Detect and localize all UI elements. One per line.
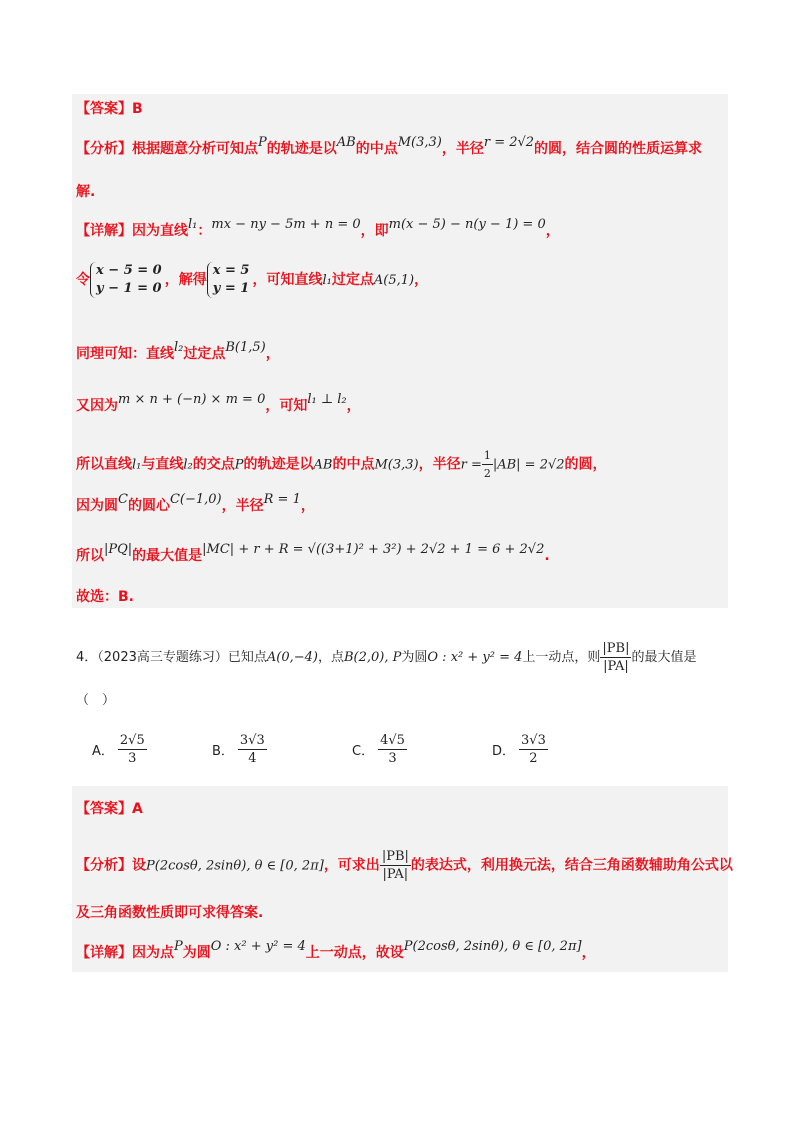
text: （ ） <box>76 693 116 708</box>
text: 的圆心 <box>127 498 170 514</box>
text: 的表达式，利用换元法，结合三角函数辅助角公式以 <box>410 857 733 874</box>
text: 的中点 <box>332 456 375 473</box>
detail-line-5 <box>76 447 607 482</box>
math: r = <box>460 457 482 473</box>
fraction-numerator: 4√5 <box>380 733 405 748</box>
text: 设 <box>132 857 146 874</box>
math: P <box>174 939 183 954</box>
text: 及三角函数性质即可求得答案. <box>76 905 264 921</box>
text: 的圆， <box>564 456 607 473</box>
fraction-numerator: |PB| <box>602 641 630 656</box>
text: 的轨迹是以 <box>243 456 314 473</box>
text: 的最大值是 <box>631 650 697 665</box>
fraction <box>519 732 548 767</box>
math: O : x² + y² = 4 <box>427 650 523 665</box>
text: ，即 <box>360 223 389 239</box>
option-c[interactable] <box>352 732 407 767</box>
text: ，解得 <box>164 272 207 288</box>
text: ， <box>545 223 560 239</box>
math: l₂ <box>174 340 184 355</box>
math: mx − ny − 5m + n = 0 <box>211 217 361 232</box>
text: ，可知 <box>265 398 308 414</box>
option-label: A． <box>92 744 114 759</box>
fraction-numerator: 3√3 <box>521 733 546 748</box>
detail-line-1 <box>76 217 560 241</box>
detail-label: 【详解】 <box>76 945 132 961</box>
text: 为圆 <box>401 650 428 665</box>
fraction-denominator: 3 <box>388 751 397 766</box>
text: 因为直线 <box>132 223 188 239</box>
fraction <box>378 732 407 767</box>
math: y − 1 = 0 <box>96 281 162 296</box>
fraction-denominator: 3 <box>128 751 137 766</box>
math: r = 2√2 <box>483 135 535 150</box>
text: ，点 <box>317 650 344 665</box>
fraction <box>380 848 411 883</box>
math: x − 5 = 0 <box>96 263 162 278</box>
math: AB <box>336 135 356 150</box>
text: 的轨迹是以 <box>266 141 337 157</box>
math: A(0,−4) <box>266 650 318 665</box>
math: O : x² + y² = 4 <box>210 939 306 954</box>
fraction <box>118 732 147 767</box>
text: 故选：B. <box>76 589 134 605</box>
fraction-numerator: |PB| <box>381 849 409 864</box>
math: |PQ| <box>104 542 133 557</box>
answer-label: 【答案】 <box>76 101 132 117</box>
math: l₁ <box>322 273 332 288</box>
text: 又因为 <box>76 398 118 414</box>
text: ， <box>300 498 315 514</box>
analysis-line-q4-cont <box>76 904 263 922</box>
text: ， <box>414 272 429 288</box>
text: 令 <box>76 272 90 288</box>
math: y = 1 <box>212 281 250 296</box>
text: . <box>544 548 550 564</box>
fraction-denominator: 4 <box>248 751 257 766</box>
text: 上一动点，故设 <box>305 945 404 961</box>
text: ， <box>346 398 361 414</box>
text: 的中点 <box>355 141 398 157</box>
fraction-numerator: 2√5 <box>119 733 145 748</box>
text: 同理可知：直线 <box>76 346 174 362</box>
math: |AB| = 2√2 <box>492 457 565 473</box>
option-a[interactable] <box>92 732 147 767</box>
text: 为圆 <box>182 945 211 961</box>
text: ， <box>265 346 280 362</box>
math: l₂ <box>183 457 193 473</box>
detail-line-q4 <box>76 939 596 963</box>
text: 所以直线 <box>76 456 132 473</box>
equation-system <box>90 262 162 298</box>
question-4-stem <box>76 640 696 675</box>
fraction-denominator: |PA| <box>382 867 409 882</box>
math: AB <box>313 457 333 473</box>
math: P <box>258 135 267 150</box>
detail-line-6 <box>76 492 315 516</box>
fraction <box>238 732 267 767</box>
option-label: C． <box>352 744 375 759</box>
detail-line-8 <box>76 588 134 606</box>
detail-line-7 <box>76 542 550 566</box>
math: l₁ <box>132 457 142 473</box>
math: P(2cosθ, 2sinθ), θ ∈ [0, 2π] <box>403 939 582 954</box>
analysis-line-q3-cont <box>76 183 95 201</box>
answer-line-q3 <box>76 100 143 118</box>
detail-line-2 <box>76 262 428 298</box>
detail-line-3 <box>76 340 280 364</box>
answer-line-q4 <box>76 800 143 818</box>
option-label: B． <box>212 744 234 759</box>
equation-system <box>207 262 250 298</box>
math: M(3,3) <box>397 135 442 150</box>
text: 因为圆 <box>76 498 118 514</box>
option-d[interactable] <box>492 732 548 767</box>
option-b[interactable] <box>212 732 267 767</box>
analysis-label: 【分析】 <box>76 141 132 157</box>
text: 上一动点，则 <box>522 650 601 665</box>
option-label: D． <box>492 744 516 759</box>
text: 过定点 <box>331 272 374 288</box>
math: x = 5 <box>212 263 250 278</box>
question-4-paren <box>76 692 115 710</box>
text: ： <box>197 223 212 239</box>
analysis-line-q3 <box>76 135 703 159</box>
math: l₁ ⊥ l₂ <box>307 392 347 407</box>
text: 所以 <box>76 548 104 564</box>
answer-label: 【答案】 <box>76 801 132 817</box>
math: |MC| + r + R = √((3+1)² + 3²) + 2√2 + 1 = 6 + 2√2 <box>202 542 545 557</box>
fraction <box>600 640 631 675</box>
text: ，半径 <box>221 498 264 514</box>
fraction-denominator: 2 <box>529 751 538 766</box>
math: P <box>234 457 244 473</box>
math: C(−1,0) <box>169 492 222 507</box>
text: ，可求出 <box>323 857 380 874</box>
math: m(x − 5) − n(y − 1) = 0 <box>388 217 546 232</box>
math: m × n + (−n) × m = 0 <box>118 392 266 407</box>
text: 过定点 <box>183 346 226 362</box>
fraction-numerator: 1 <box>482 447 493 465</box>
text: 的圆，结合圆的性质运算求 <box>534 141 703 157</box>
answer-value: B <box>132 101 143 117</box>
fraction-numerator: 3√3 <box>239 733 265 748</box>
text: ，半径 <box>441 141 484 157</box>
text: ，可知直线 <box>252 272 323 288</box>
fraction-denominator: 2 <box>483 467 491 480</box>
answer-value: A <box>132 801 143 817</box>
text: 因为点 <box>132 945 174 961</box>
math: l₁ <box>188 217 198 232</box>
math: B(1,5) <box>225 340 266 355</box>
text: ，半径 <box>418 456 461 473</box>
math: P(2cosθ, 2sinθ), θ ∈ [0, 2π] <box>146 858 324 874</box>
text: 解. <box>76 184 96 200</box>
math: C <box>118 492 128 507</box>
text: 根据题意分析可知点 <box>132 141 258 157</box>
math: A(5,1) <box>373 273 415 288</box>
detail-line-4 <box>76 392 361 416</box>
analysis-label: 【分析】 <box>76 857 132 874</box>
analysis-line-q4 <box>76 848 733 883</box>
math: B(2,0), P <box>343 650 402 665</box>
math: R = 1 <box>263 492 301 507</box>
text: 4．（2023高三专题练习）已知点 <box>76 650 267 665</box>
math: M(3,3) <box>374 457 419 473</box>
text: 与直线 <box>141 456 184 473</box>
text: ， <box>581 945 596 961</box>
text: 的最大值是 <box>132 548 203 564</box>
text: 的交点 <box>192 456 235 473</box>
detail-label: 【详解】 <box>76 223 132 239</box>
fraction <box>482 447 493 482</box>
fraction-denominator: |PA| <box>603 659 629 674</box>
